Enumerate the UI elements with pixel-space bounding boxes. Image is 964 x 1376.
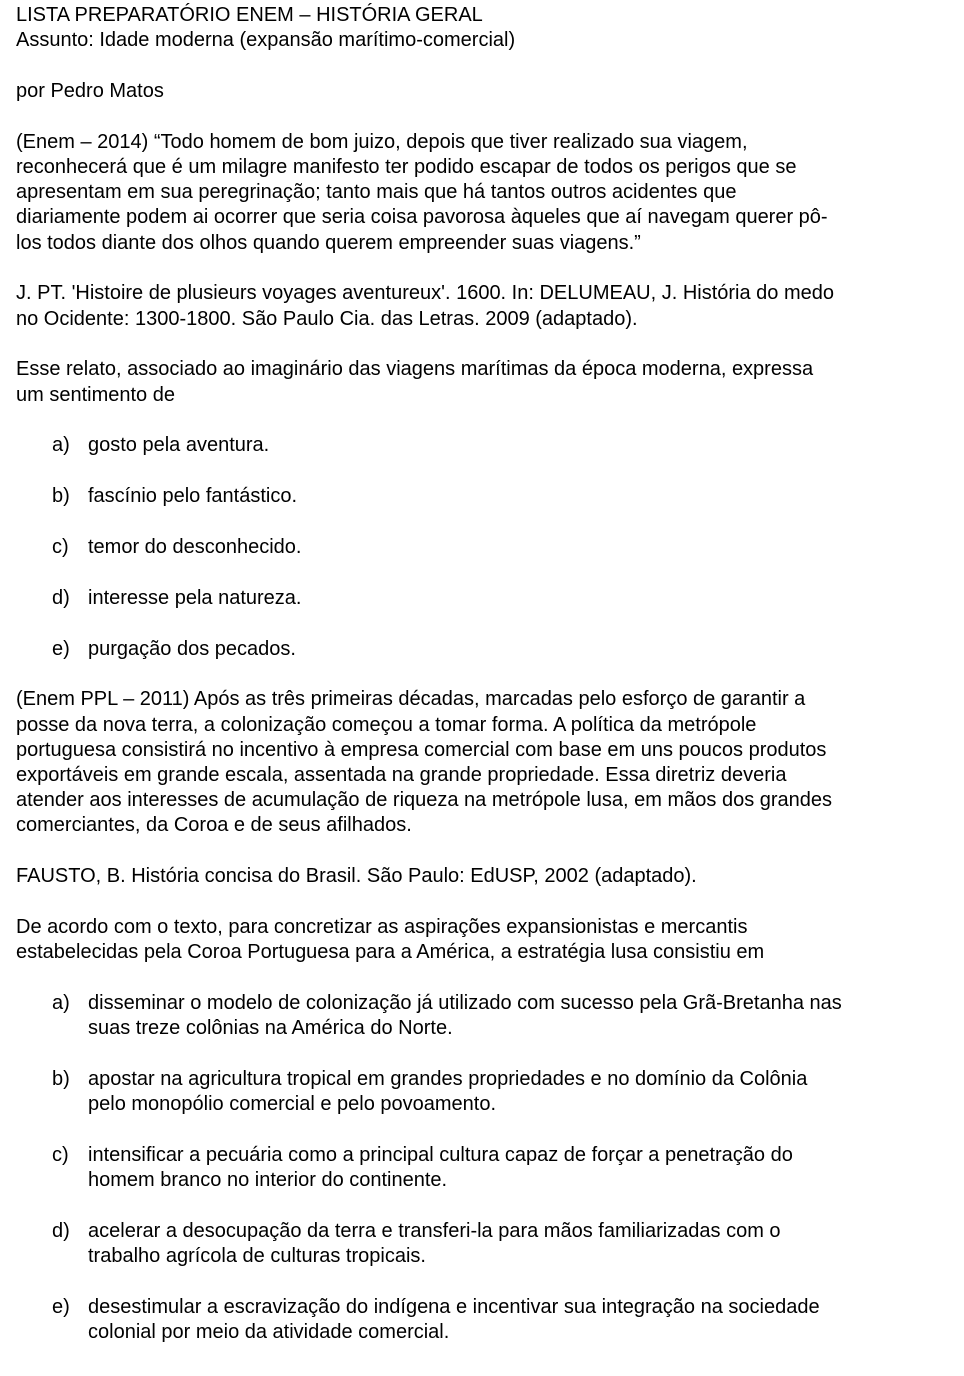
question-statement-line: apresentam em sua peregrinação; tanto mais que há tantos outros acidentes que: [16, 181, 737, 204]
answer-option[interactable]: [16, 586, 948, 611]
question-statement-line: portuguesa consistirá no incentivo à empresa comercial com base em uns poucos produtos: [16, 738, 827, 761]
author-line: por Pedro Matos: [16, 80, 164, 102]
question-source-line: no Ocidente: 1300-1800. São Paulo Cia. das Letras. 2009 (adaptado).: [16, 307, 638, 330]
question-prompt: [16, 915, 948, 965]
answer-option-line: disseminar o modelo de colonização já utilizado com sucesso pela Grã-Bretanha nas: [88, 992, 842, 1014]
question-statement-line: reconhecerá que é um milagre manifesto ter podido escapar de todos os perigos que se: [16, 156, 797, 178]
document-title: LISTA PREPARATÓRIO ENEM – HISTÓRIA GERAL: [16, 4, 483, 26]
answer-option-line: apostar na agricultura tropical em grandes propriedades e no domínio da Colônia: [88, 1068, 808, 1090]
question-source-line: FAUSTO, B. História concisa do Brasil. São Paulo: EdUSP, 2002 (adaptado).: [16, 865, 697, 888]
option-letter: b): [52, 1068, 70, 1090]
answer-option-line: suas treze colônias na América do Norte.: [88, 1017, 453, 1040]
answer-option-line: interesse pela natureza.: [88, 586, 302, 609]
question-statement-line: posse da nova terra, a colonização começou a tomar forma. A política da metrópole: [16, 713, 757, 736]
question-source: [16, 281, 948, 331]
question-statement-line: comerciantes, da Coroa e de seus afilhados.: [16, 814, 412, 837]
question-prompt-line: estabelecidas pela Coroa Portuguesa para a América, a estratégia lusa consistiu em: [16, 941, 765, 964]
answer-option-line: desestimular a escravização do indígena e incentivar sua integração na sociedade: [88, 1296, 820, 1318]
answer-option-line: fascínio pelo fantástico.: [88, 485, 298, 508]
option-letter: d): [52, 1220, 70, 1242]
question-source: [16, 864, 948, 889]
answer-option-line: purgação dos pecados.: [88, 637, 296, 660]
answer-option-line: intensificar a pecuária como a principal cultura capaz de forçar a penetração do: [88, 1144, 793, 1166]
answer-option[interactable]: [16, 484, 948, 509]
answer-option-line: pelo monopólio comercial e pelo povoamento.: [88, 1093, 497, 1116]
option-letter: c): [52, 536, 69, 558]
document-subject: Assunto: Idade moderna (expansão marítimo-comercial): [16, 29, 516, 52]
option-letter: a): [52, 992, 70, 1014]
answer-option[interactable]: [16, 1067, 948, 1117]
option-letter: e): [52, 637, 70, 660]
option-letter: c): [52, 1144, 69, 1166]
question-statement-line: los todos diante dos olhos quando querem empreender suas viagens.”: [16, 231, 641, 254]
answer-option-line: trabalho agrícola de culturas tropicais.: [88, 1245, 426, 1268]
question-source-line: J. PT. 'Histoire de plusieurs voyages aventureux'. 1600. In: DELUMEAU, J. História do medo: [16, 282, 835, 305]
answer-option[interactable]: [16, 433, 948, 458]
question-statement-line: (Enem PPL – 2011) Após as três primeiras décadas, marcadas pelo esforço de garantir a: [16, 688, 806, 711]
question-prompt-line: Esse relato, associado ao imaginário das viagens marítimas da época moderna, expressa: [16, 358, 814, 381]
question-prompt: [16, 357, 948, 407]
answer-option[interactable]: [16, 991, 948, 1041]
question-1: [16, 130, 948, 662]
answer-option[interactable]: [16, 535, 948, 560]
answer-option[interactable]: [16, 1143, 948, 1193]
question-statement-line: atender aos interesses de acumulação de riqueza na metrópole lusa, em mãos dos grandes: [16, 789, 833, 812]
answer-option[interactable]: [16, 1295, 948, 1345]
answer-option-line: acelerar a desocupação da terra e transferi-la para mãos familiarizadas com o: [88, 1220, 781, 1242]
answer-option-line: colonial por meio da atividade comercial.: [88, 1321, 450, 1344]
option-letter: d): [52, 586, 70, 609]
document-header: [16, 3, 948, 53]
answer-option[interactable]: [16, 1219, 948, 1269]
question-statement-line: diariamente podem ai ocorrer que seria coisa pavorosa àqueles que aí navegam querer pô-: [16, 206, 828, 229]
question-statement: [16, 687, 948, 838]
answer-option-line: homem branco no interior do continente.: [88, 1169, 448, 1192]
question-prompt-line: De acordo com o texto, para concretizar as aspirações expansionistas e mercantis: [16, 916, 748, 938]
option-letter: b): [52, 485, 70, 508]
option-letter: a): [52, 434, 70, 457]
question-prompt-line: um sentimento de: [16, 383, 175, 406]
question-statement-line: (Enem – 2014) “Todo homem de bom juizo, depois que tiver realizado sua viagem,: [16, 130, 748, 153]
answer-option[interactable]: [16, 637, 948, 662]
option-letter: e): [52, 1296, 70, 1318]
question-statement-line: exportáveis em grande escala, assentada na grande propriedade. Essa diretriz deveria: [16, 764, 787, 786]
document-author: [16, 79, 948, 104]
answer-option-line: temor do desconhecido.: [88, 536, 302, 558]
answer-option-line: gosto pela aventura.: [88, 434, 270, 457]
question-statement: [16, 130, 948, 256]
question-2: [16, 687, 948, 1345]
